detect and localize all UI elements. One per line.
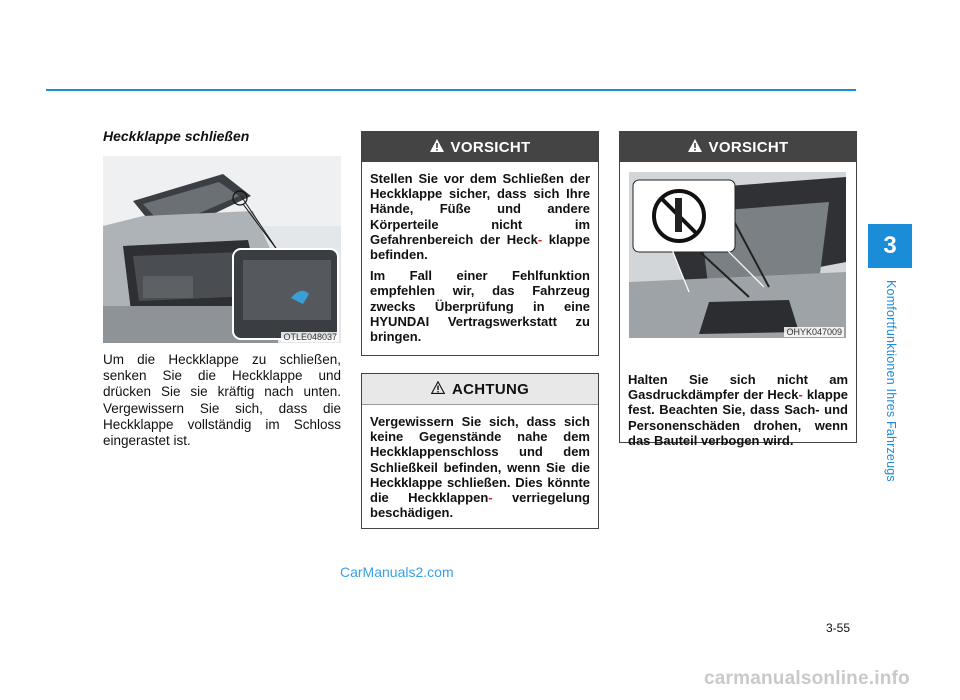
notice-box bbox=[361, 373, 599, 529]
caution-header bbox=[620, 132, 856, 162]
image-code: OTLE048037 bbox=[283, 332, 337, 342]
image-code: OHYK047009 bbox=[786, 327, 842, 337]
gas-strut-photo bbox=[629, 172, 846, 338]
notice-paragraph: Vergewissern Sie sich, dass sich keine Gegenstände nahe dem Heckklappenschloss und dem Schließkeil befinden, wenn Sie die Heckklappe schließen. Dies könnte die Heckklappen- verriegelung beschädigen. bbox=[370, 414, 590, 521]
caution-title: VORSICHT bbox=[708, 138, 789, 156]
warning-triangle-icon bbox=[431, 381, 445, 398]
page-number: 3-55 bbox=[826, 621, 851, 635]
caution-paragraph: Halten Sie sich nicht am Gasdruckdämpfer der Heck- klappe fest. Beachten Sie, dass Sach- und Personenschäden drohen, wenn das Bauteil verbogen wird. bbox=[628, 372, 848, 448]
footer-logo-link[interactable]: CarManuals2.com bbox=[340, 564, 454, 580]
caution-paragraph-2: Im Fall einer Fehlfunktion empfehlen wir, das Fahrzeug zwecks Überprüfung in eine HYUNDAI Vertragswerkstatt zu bringen. bbox=[370, 268, 590, 345]
section-heading: Heckklappe schließen bbox=[103, 128, 250, 144]
gas-strut-illustration bbox=[629, 172, 846, 338]
caution-title: VORSICHT bbox=[450, 138, 531, 156]
warning-triangle-icon bbox=[430, 139, 444, 156]
body-paragraph: Um die Heckklappe zu schließen, senken Sie die Heckklappe und drücken Sie sie kräftig nach unten. Vergewissern Sie sich, dass die Heckklappe vollständig im Schloss eingerastet ist. bbox=[103, 352, 341, 449]
caution-paragraph-1: Stellen Sie vor dem Schließen der Heckklappe sicher, dass sich Ihre Hände, Füße und andere Körperteile nicht im Gefahrenbereich der Heck- klappe befinden. bbox=[370, 171, 590, 263]
chapter-number-tab: 3 bbox=[868, 224, 912, 268]
watermark: carmanualsonline.info bbox=[704, 668, 910, 689]
tailgate-photo bbox=[103, 156, 341, 343]
chapter-title: Komfortfunktionen Ihres Fahrzeugs bbox=[884, 280, 898, 482]
warning-triangle-icon bbox=[688, 139, 702, 156]
header-rule bbox=[46, 89, 856, 91]
notice-header bbox=[362, 374, 598, 405]
caution-box-1 bbox=[361, 131, 599, 356]
tailgate-illustration bbox=[103, 156, 341, 343]
notice-title: ACHTUNG bbox=[451, 380, 530, 398]
caution-header bbox=[362, 132, 598, 162]
